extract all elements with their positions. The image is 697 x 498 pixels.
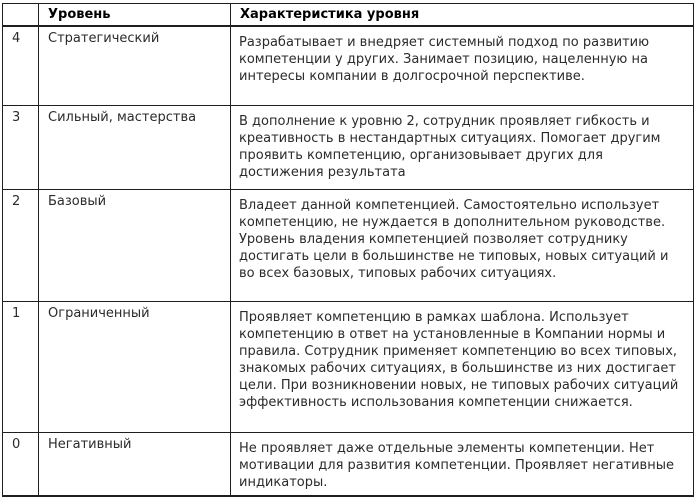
table-row-level-0 — [3, 432, 694, 496]
level-description-cell: Не проявляет даже отдельные элементы компетенции. Нет мотивации для развития компетенции. Проявляет негативные индикаторы. — [231, 432, 694, 496]
table-row-level-4 — [3, 26, 694, 105]
level-description-cell: Проявляет компетенцию в рамках шаблона. Использует компетенцию в ответ на установленные в Компании нормы и правила. Сотрудник применяет компетенцию во всех типовых, знакомых рабочих ситуациях, в большинстве из них достигает цели. При возникновении новых, не типовых рабочих ситуаций эффективность использования компетенции снижается. — [231, 301, 694, 432]
level-name-cell: Негативный — [39, 432, 231, 496]
table-row-level-1 — [3, 301, 694, 432]
level-name-cell: Базовый — [39, 189, 231, 301]
header-characteristic-cell: Характеристика уровня — [231, 4, 694, 27]
level-description-cell: Владеет данной компетенцией. Самостоятельно использует компетенцию, не нуждается в дополнительном руководстве. Уровень владения компетенцией позволяет сотруднику достигать цели в большинстве не типовых, новых ситуаций и во всех базовых, типовых рабочих ситуациях. — [231, 189, 694, 301]
level-number-cell: 1 — [3, 301, 39, 432]
level-name-cell: Стратегический — [39, 26, 231, 105]
level-number-cell: 0 — [3, 432, 39, 496]
level-name-cell: Сильный, мастерства — [39, 105, 231, 189]
table-row-level-2 — [3, 189, 694, 301]
table-row-level-3 — [3, 105, 694, 189]
header-level-cell: Уровень — [39, 4, 231, 27]
level-number-cell: 2 — [3, 189, 39, 301]
competency-levels-table — [2, 3, 694, 497]
level-description-cell: В дополнение к уровню 2, сотрудник проявляет гибкость и креативность в нестандартных ситуациях. Помогает другим проявить компетенцию, организовывает других для достижения результата — [231, 105, 694, 189]
level-name-cell: Ограниченный — [39, 301, 231, 432]
level-number-cell: 3 — [3, 105, 39, 189]
level-description-cell: Разрабатывает и внедряет системный подход по развитию компетенции у других. Занимает позицию, нацеленную на интересы компании в долгосрочной перспективе. — [231, 26, 694, 105]
level-number-cell: 4 — [3, 26, 39, 105]
table-header-row — [3, 4, 694, 27]
header-number-cell — [3, 4, 39, 27]
